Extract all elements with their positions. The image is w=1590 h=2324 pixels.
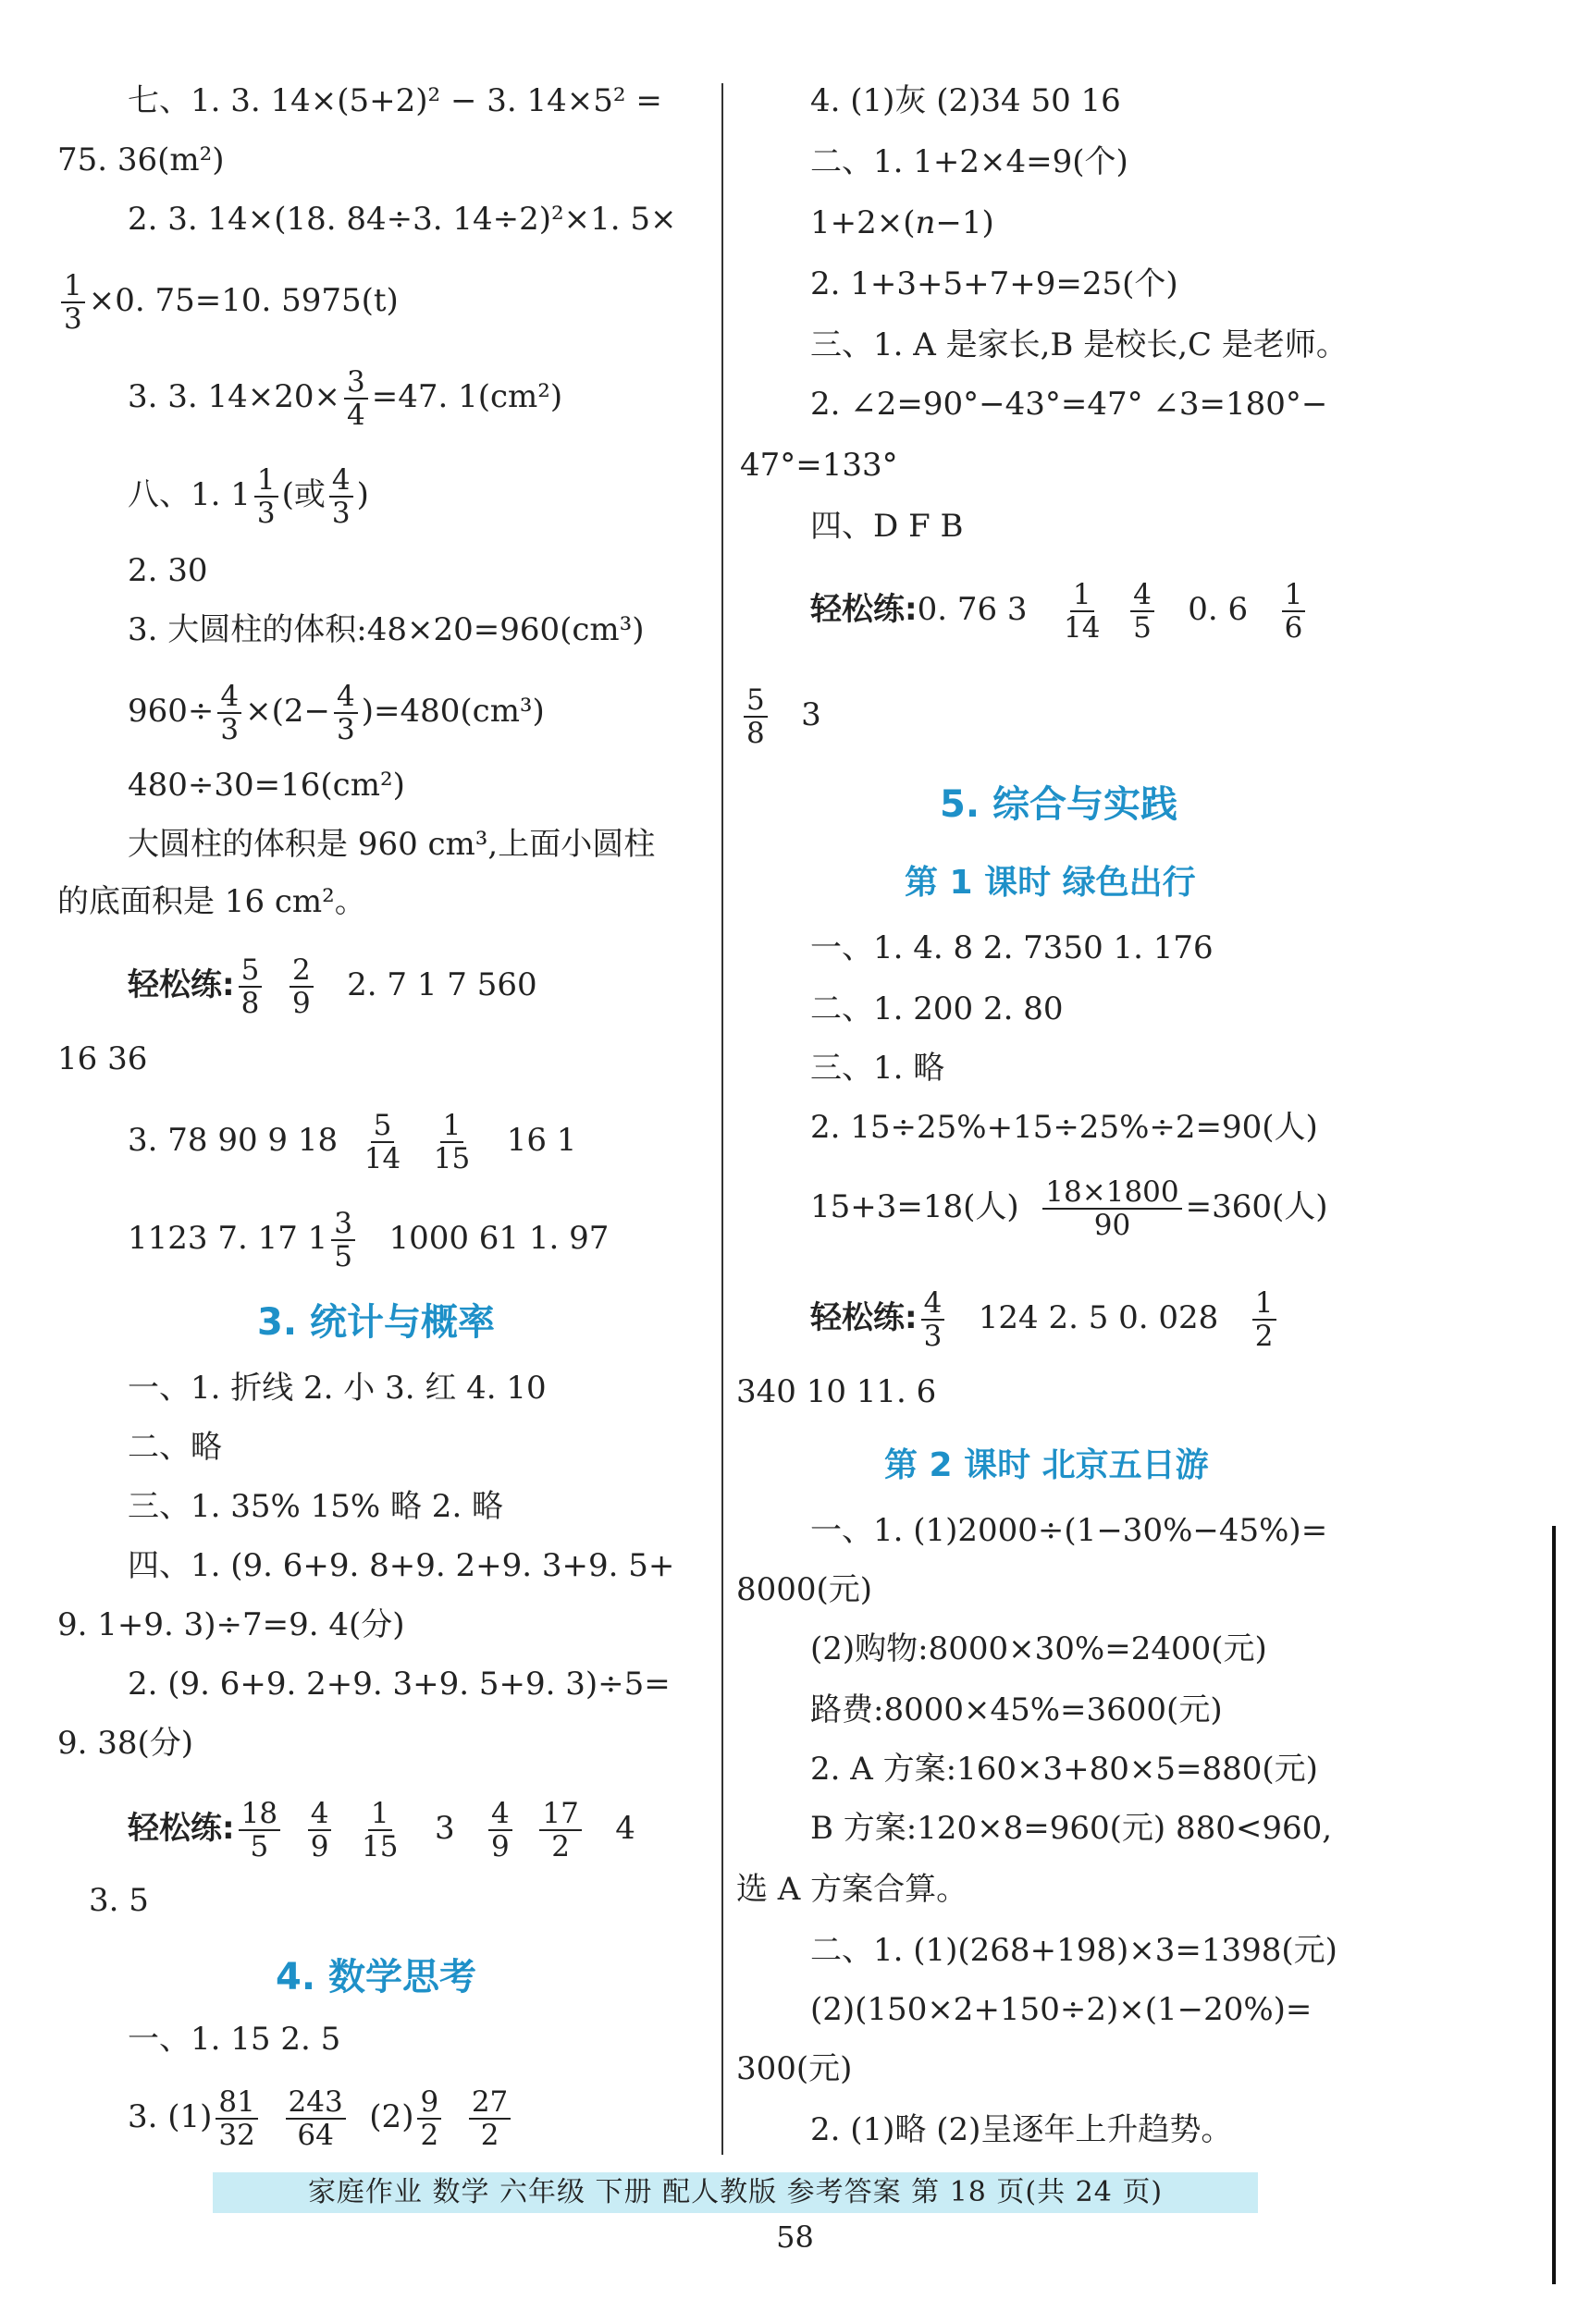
fraction: $\frac{4}{5}$ [1130,579,1154,644]
fraction: $\frac{243}{64}$ [286,2086,346,2151]
l2-line8: 二、1. (1)(268+198)×3=1398(元) [810,1932,1337,1969]
fraction: $\frac{1}{2}$ [1252,1287,1276,1352]
l2-line5: 2. A 方案:160×3+80×5=880(元) [810,1751,1318,1788]
r-line6: 2. ∠2=90°−43°=47° ∠3=180°− [810,386,1328,423]
s3-line2: 二、略 [128,1429,222,1466]
quick-practice-1-line3: 3. 78 90 9 18 $\frac{5}{14}$ $\frac{1}{15}$ 16 1 [128,1109,577,1175]
fraction: $\frac{5}{8}$ [239,954,263,1019]
fraction: $\frac{1}{15}$ [362,1797,399,1863]
fraction: $\frac{4}{9}$ [488,1798,512,1863]
fraction: $\frac{27}{2}$ [469,2086,511,2151]
quick-practice-4: 轻松练: $\frac{4}{3}$ 124 2. 5 0. 028 $\frac{1}{2}$ [810,1287,1280,1352]
l2-line10: 300(元) [736,2050,853,2087]
fraction: $\frac{5}{14}$ [364,1109,401,1175]
fraction: $\frac{17}{2}$ [539,1798,581,1863]
fraction: $\frac{4}{3}$ [217,681,241,745]
l1-line5: 15+3=18(人) $\frac{18\times 1800}{90}$ =360(人) [810,1175,1328,1242]
fraction: $\frac{1}{6}$ [1282,579,1306,644]
quick-practice-1-line2: 16 36 [57,1040,148,1077]
fraction: $\frac{18\times 1800}{90}$ [1042,1176,1181,1241]
quick-practice-2: 轻松练: $\frac{18}{5}$ $\frac{4}{9}$ $\frac{1}{15}$ 3 $\frac{4}{9}$ $\frac{17}{2}$ 4 [128,1797,635,1863]
r-line1: 4. (1)灰 (2)34 50 16 [810,82,1121,119]
quick-practice-1-line4: 1123 7. 17 1 $\frac{3}{5}$ 1000 61 1. 97 [128,1207,610,1273]
fraction: $\frac{1}{3}$ [254,464,278,529]
r-line4: 2. 1+3+5+7+9=25(个) [810,265,1178,302]
r-line7: 47°=133° [740,447,898,484]
quick-practice-3: 轻松练:0. 76 3 $\frac{1}{14}$ $\frac{4}{5}$ 0. 6 $\frac{1}{6}$ [810,579,1309,644]
s8-line2: 2. 30 [128,552,208,589]
fraction: $\frac{18}{5}$ [239,1798,280,1863]
s7-line4: $\frac{1}{3}$ ×0. 75=10. 5975(t) [57,270,399,335]
l1-line4: 2. 15÷25%+15÷25%÷2=90(人) [810,1109,1318,1146]
column-divider [721,83,723,2155]
s3-line4: 四、1. (9. 6+9. 8+9. 2+9. 3+9. 5+ [128,1547,675,1584]
fraction: $\frac{2}{9}$ [290,954,314,1019]
s4-line2: 3. (1) $\frac{81}{32}$ $\frac{243}{64}$ (2) $\frac{9}{2}$ $\frac{27}{2}$ [128,2086,514,2151]
l2-line3: (2)购物:8000×30%=2400(元) [810,1630,1267,1667]
quick-practice-2-line2: 3. 5 [89,1882,149,1919]
l2-line4: 路费:8000×45%=3600(元) [810,1691,1223,1728]
scan-edge [1552,1526,1556,2284]
l2-line6: B 方案:120×8=960(元) 880<960, [810,1810,1333,1847]
fraction: $\frac{81}{32}$ [216,2086,257,2151]
l2-line7: 选 A 方案合算。 [736,1871,968,1908]
page-footer: 家庭作业 数学 六年级 下册 配人教版 参考答案 第 18 页(共 24 页) [213,2172,1258,2213]
r-line3: 1+2×(n−1) [810,204,994,241]
s8-line4: 960÷ $\frac{4}{3}$ ×(2− $\frac{4}{3}$ )=480(cm³) [128,680,545,746]
s8-line5: 480÷30=16(cm²) [128,767,405,804]
s3-line7: 9. 38(分) [57,1725,194,1762]
fraction: $\frac{3}{5}$ [331,1208,355,1273]
fraction: $\frac{1}{15}$ [433,1109,471,1175]
fraction: $\frac{3}{4}$ [344,366,368,431]
l2-line11: 2. (1)略 (2)呈逐年上升趋势。 [810,2111,1233,2148]
quick-practice-4-line2: 340 10 11. 6 [736,1373,937,1410]
l1-line3: 三、1. 略 [810,1050,945,1087]
fraction: $\frac{5}{8}$ [744,684,768,749]
section-5-title: 5. 综合与实践 [940,783,1177,826]
s7-line5: 3. 3. 14×20× $\frac{3}{4}$ =47. 1(cm²) [128,365,563,432]
s8-line6: 大圆柱的体积是 960 cm³,上面小圆柱 [128,826,656,863]
fraction: $\frac{1}{3}$ [61,270,85,335]
r-line2: 二、1. 1+2×4=9(个) [810,143,1128,180]
s3-line3: 三、1. 35% 15% 略 2. 略 [128,1488,504,1525]
s8-line3: 3. 大圆柱的体积:48×20=960(cm³) [128,611,645,648]
section-3-title: 3. 统计与概率 [257,1301,495,1344]
l2-line2: 8000(元) [736,1571,873,1608]
fraction: $\frac{4}{3}$ [329,464,353,529]
quick-practice-1: 轻松练: $\frac{5}{8}$ $\frac{2}{9}$ 2. 7 1 7 560 [128,953,537,1020]
l2-line9: (2)(150×2+150÷2)×(1−20%)= [810,1991,1313,2028]
s3-line6: 2. (9. 6+9. 2+9. 3+9. 5+9. 3)÷5= [128,1666,671,1703]
l2-line1: 一、1. (1)2000÷(1−30%−45%)= [810,1512,1328,1549]
r-line8: 四、D F B [810,508,964,545]
section-4-title: 4. 数学思考 [276,1956,476,1998]
fraction: $\frac{9}{2}$ [417,2086,441,2151]
s3-line5: 9. 1+9. 3)÷7=9. 4(分) [57,1606,405,1643]
s7-line3: 2. 3. 14×(18. 84÷3. 14÷2)²×1. 5× [128,201,677,238]
fraction: $\frac{4}{3}$ [921,1287,945,1352]
s8-line7: 的底面积是 16 cm²。 [57,883,366,920]
s3-line1: 一、1. 折线 2. 小 3. 红 4. 10 [128,1370,547,1407]
page-number: 58 [776,2219,814,2255]
r-line5: 三、1. A 是家长,B 是校长,C 是老师。 [810,326,1348,363]
lesson-2-title: 第 2 课时 北京五日游 [884,1446,1209,1484]
s7-line1: 七、1. 3. 14×(5+2)² − 3. 14×5² = [128,82,662,119]
s4-line1: 一、1. 15 2. 5 [128,2021,341,2058]
fraction: $\frac{1}{14}$ [1064,578,1101,645]
l1-line2: 二、1. 200 2. 80 [810,990,1064,1027]
l1-line1: 一、1. 4. 8 2. 7350 1. 176 [810,929,1214,966]
s8-line1: 八、1. 1 $\frac{1}{3}$ (或 $\frac{4}{3}$ ) [128,463,369,530]
fraction: $\frac{4}{3}$ [334,681,358,745]
lesson-1-title: 第 1 课时 绿色出行 [905,864,1196,902]
fraction: $\frac{4}{9}$ [308,1798,332,1863]
s7-line2: 75. 36(m²) [57,141,225,178]
quick-practice-3-line2: $\frac{5}{8}$ 3 [740,684,821,749]
